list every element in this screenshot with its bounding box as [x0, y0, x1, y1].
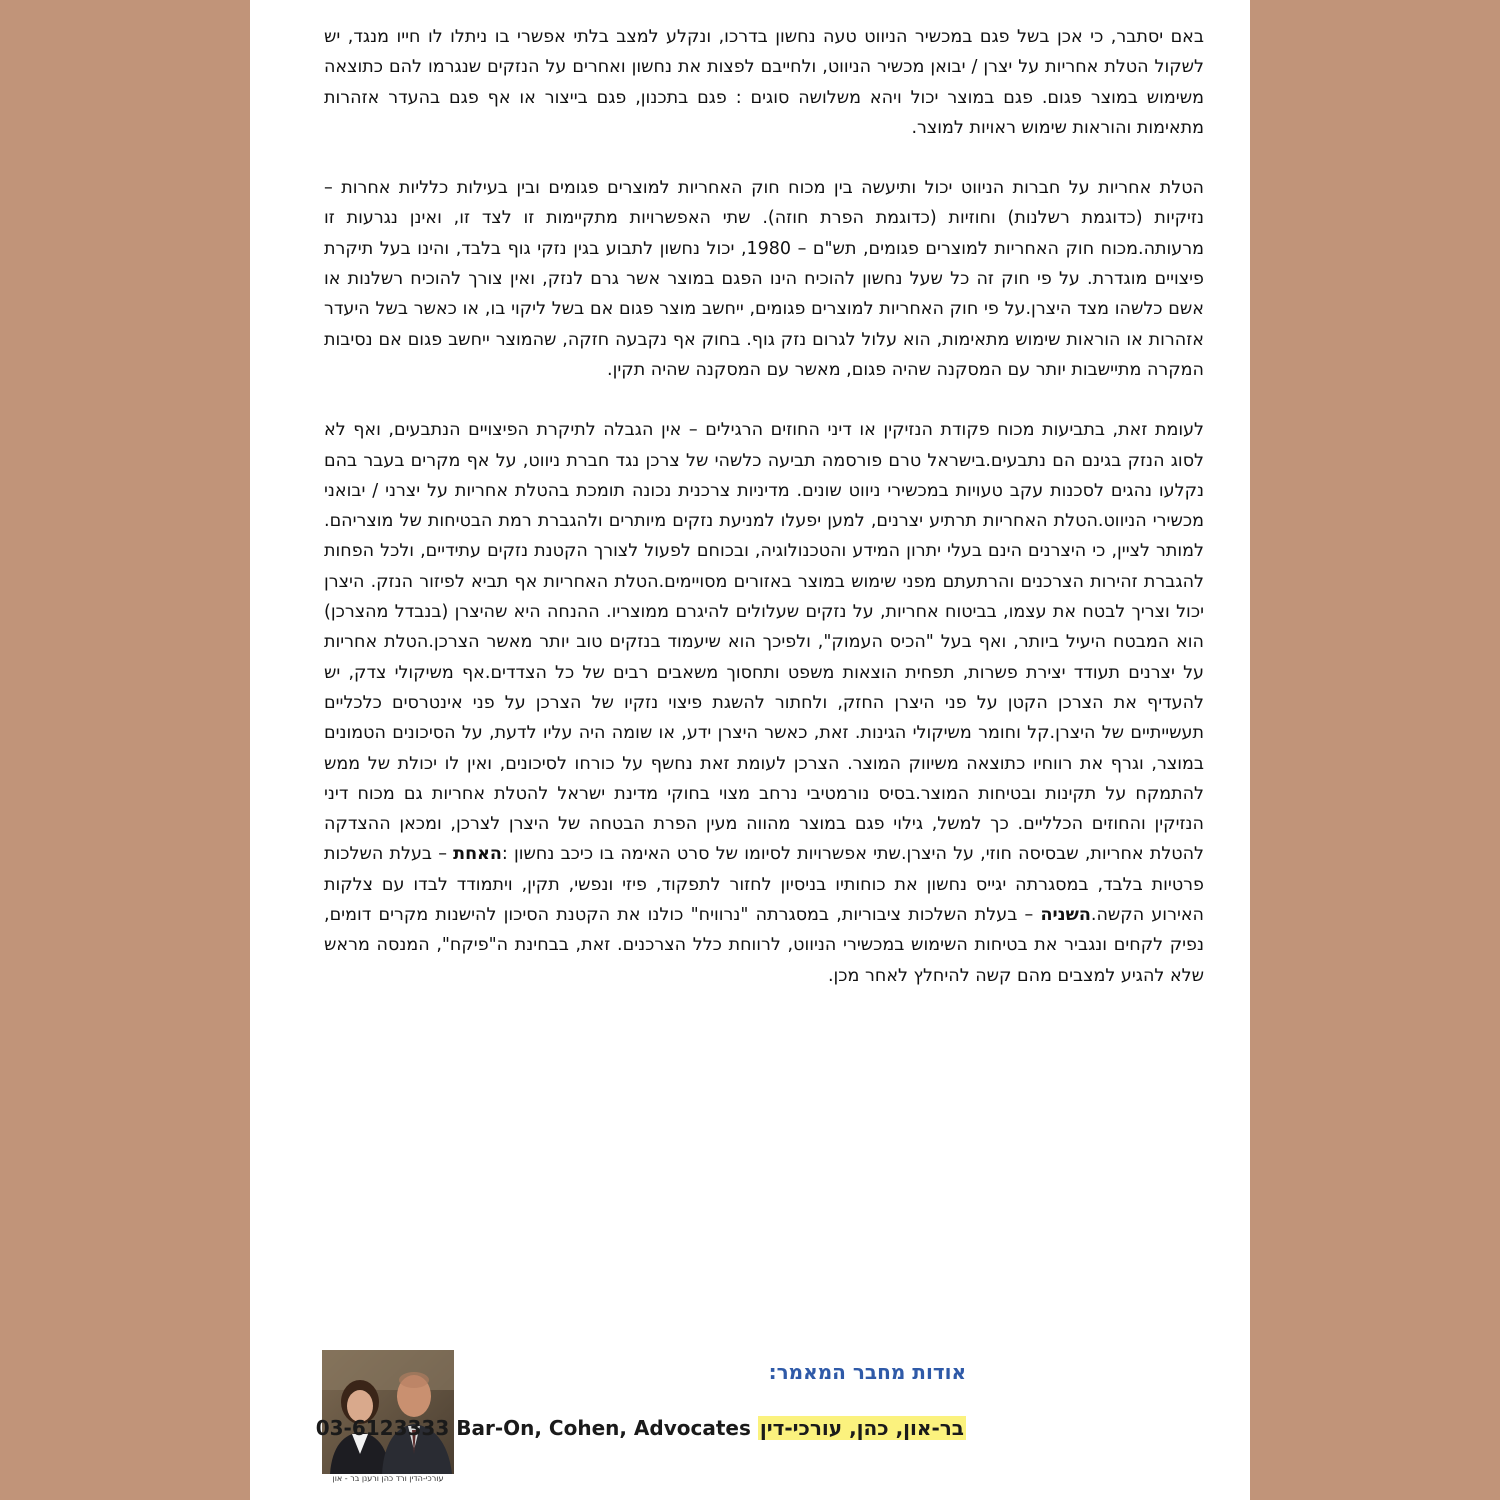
paragraph-3: [324, 415, 1204, 991]
option-two-label: השניה: [1040, 905, 1091, 926]
paragraph-3-text-a: לעומת זאת, בתביעות מכוח פקודת הנזיקין או דיני החוזים הרגילים – אין הגבלה לתיקרת הפיצויים הנתבעים, ואף לא לסוג הנזק בגינם הם נתבעים.בישראל טרם פורסמה תביעה כלשהי של צרכן נגד חברת ניווט, על אף מקרים בעבר בהם נקלעו נהגים לסכנות עקב טעויות במכשירי ניווט שונים. מדיניות צרכנית נכונה תומכת בהטלת אחריות על יצרני / יבואני מכשירי הניווט.הטלת האחריות תרתיע יצרנים, למען יפעלו למניעת נזקים מיותרים ולהגברת רמת הבטיחות של מוצריהם. למותר לציין, כי היצרנים הינם בעלי יתרון המידע והטכנולוגיה, ובכוחם לפעול לצורך הקטנת נזקים עתידיים, ולכל הפחות להגברת זהירות הצרכנים והרתעתם מפני שימוש במוצר באזורים מסויימים.הטלת האחריות אף תביא לפיזור הנזק. היצרן יכול וצריך לבטח את עצמו, בביטוח אחריות, על נזקים שעלולים להיגרם ממוצריו. ההנחה היא שהיצרן (בנבדל מהצרכן) הוא המבטח היעיל ביותר, ואף בעל "הכיס העמוק", ולפיכך הוא שיעמוד בנזקים טוב יותר מאשר הצרכן.הטלת אחריות על יצרנים תעודד יצירת פשרות, תפחית הוצאות משפט ותחסוך משאבים רבים של כל הצדדים.אף משיקולי צדק, יש להעדיף את הצרכן הקטן על פני היצרן החזק, ולחתור להשגת פיצוי נזקיו של הצרכן על פני אינטרסים כלכליים תעשייתיים של היצרן.קל וחומר משיקולי הגינות. זאת, כאשר היצרן ידע, או שומה היה עליו לדעת, על הסיכונים הטמונים במוצר, וגרף את רווחיו כתוצאה משיווק המוצר. הצרכן לעומת זאת נחשף על כורחו לסיכונים, ואין לו יכולת של ממש להתמקח על תקינות ובטיחות המוצר.בסיס נורמטיבי נרחב מצוי בחוקי מדינת ישראל להטלת אחריות גם מכוח דיני הנזיקין והחוזים הכלליים. כך למשל, גילוי פגם במוצר מהווה מעין הפרת הבטחה של היצרן לצרכן, ומכאן ההצדקה להטלת אחריות, שבסיסה חוזי, על היצרן.שתי אפשרויות לסיומו של סרט האימה בו כיכב נחשון :: [324, 420, 1204, 865]
paragraph-3-text-c: – בעלת השלכות ציבוריות, במסגרתה "נרוויח" כולנו את הקטנת הסיכון להישנות מקרים דומים, נפיק לקחים ונגביר את בטיחות השימוש במכשירי הניווט, לרווחת כלל הצרכנים. זאת, בבחינת ה"פיקח", המנסה מראש שלא להגיע למצבים מהם קשה להיחלץ לאחר מכן.: [324, 905, 1204, 986]
paragraph-3-text-b: – בעלת השלכות פרטיות בלבד, במסגרתה יגייס נחשון את כוחותיו בניסיון לחזור לתפקוד, פיזי ונפשי, תקין, ויתמודד לבדו עם צלקות האירוע הקשה.: [324, 844, 1204, 926]
authors-photo-image: [322, 1350, 454, 1474]
firm-contact-line: [316, 1416, 966, 1440]
article-body: [324, 22, 1204, 991]
firm-english: 03-6123333 Bar-On, Cohen, Advocates: [315, 1416, 751, 1440]
photo-caption: עורכי-הדין ורד כהן ורענן בר - און: [332, 1474, 444, 1483]
option-one-label: האחת: [453, 844, 502, 865]
paragraph-2: הטלת אחריות על חברות הניווט יכול ותיעשה בין מכוח חוק האחריות למוצרים פגומים ובין בעילות כלליות אחרות – נזיקיות (כדוגמת רשלנות) וחוזיות (כדוגמת הפרת חוזה). שתי האפשרויות מתקיימות זו לצד זו, ואינן נגרעות זו מרעותה.מכוח חוק האחריות למוצרים פגומים, תש"ם – 1980, יכול נחשון לתבוע בגין נזקי גוף בלבד, והינו בעל תיקרת פיצויים מוגדרת. על פי חוק זה כל שעל נחשון להוכיח הינו הפגם במוצר אשר גרם לנזק, ואין צורך להוכיח רשלנות או אשם כלשהו מצד היצרן.על פי חוק האחריות למוצרים פגומים, ייחשב מוצר פגום אם בשל ליקוי בו, או כאשר בשל היעדר אזהרות או הוראות שימוש מתאימות, הוא עלול לגרום נזק גוף. בחוק אף נקבעה חזקה, שהמוצר ייחשב פגום אם נסיבות המקרה מתיישבות יותר עם המסקנה שהיה פגום, מאשר עם המסקנה שהיה תקין.: [324, 178, 1204, 380]
firm-hebrew-highlight: בר-און, כהן, עורכי-דין: [759, 1416, 964, 1440]
paragraph-1: באם יסתבר, כי אכן בשל פגם במכשיר הניווט טעה נחשון בדרכו, ונקלע למצב בלתי אפשרי בו ניתלו לו חייו מנגד, יש לשקול הטלת אחריות על יצרן / יבואן מכשיר הניווט, ולחייבם לפצות את נחשון ואחרים על הנזקים שנגרמו להם כתוצאה משימוש במוצר פגום. פגם במוצר יכול ויהא משלושה סוגים : פגם בתכנון, פגם בייצור או אף פגם בהעדר אזהרות מתאימות והוראות שימוש ראויות למוצר.: [324, 27, 1204, 138]
about-author-heading: אודות מחבר המאמר:: [768, 1360, 966, 1384]
document-page: [250, 0, 1250, 1500]
